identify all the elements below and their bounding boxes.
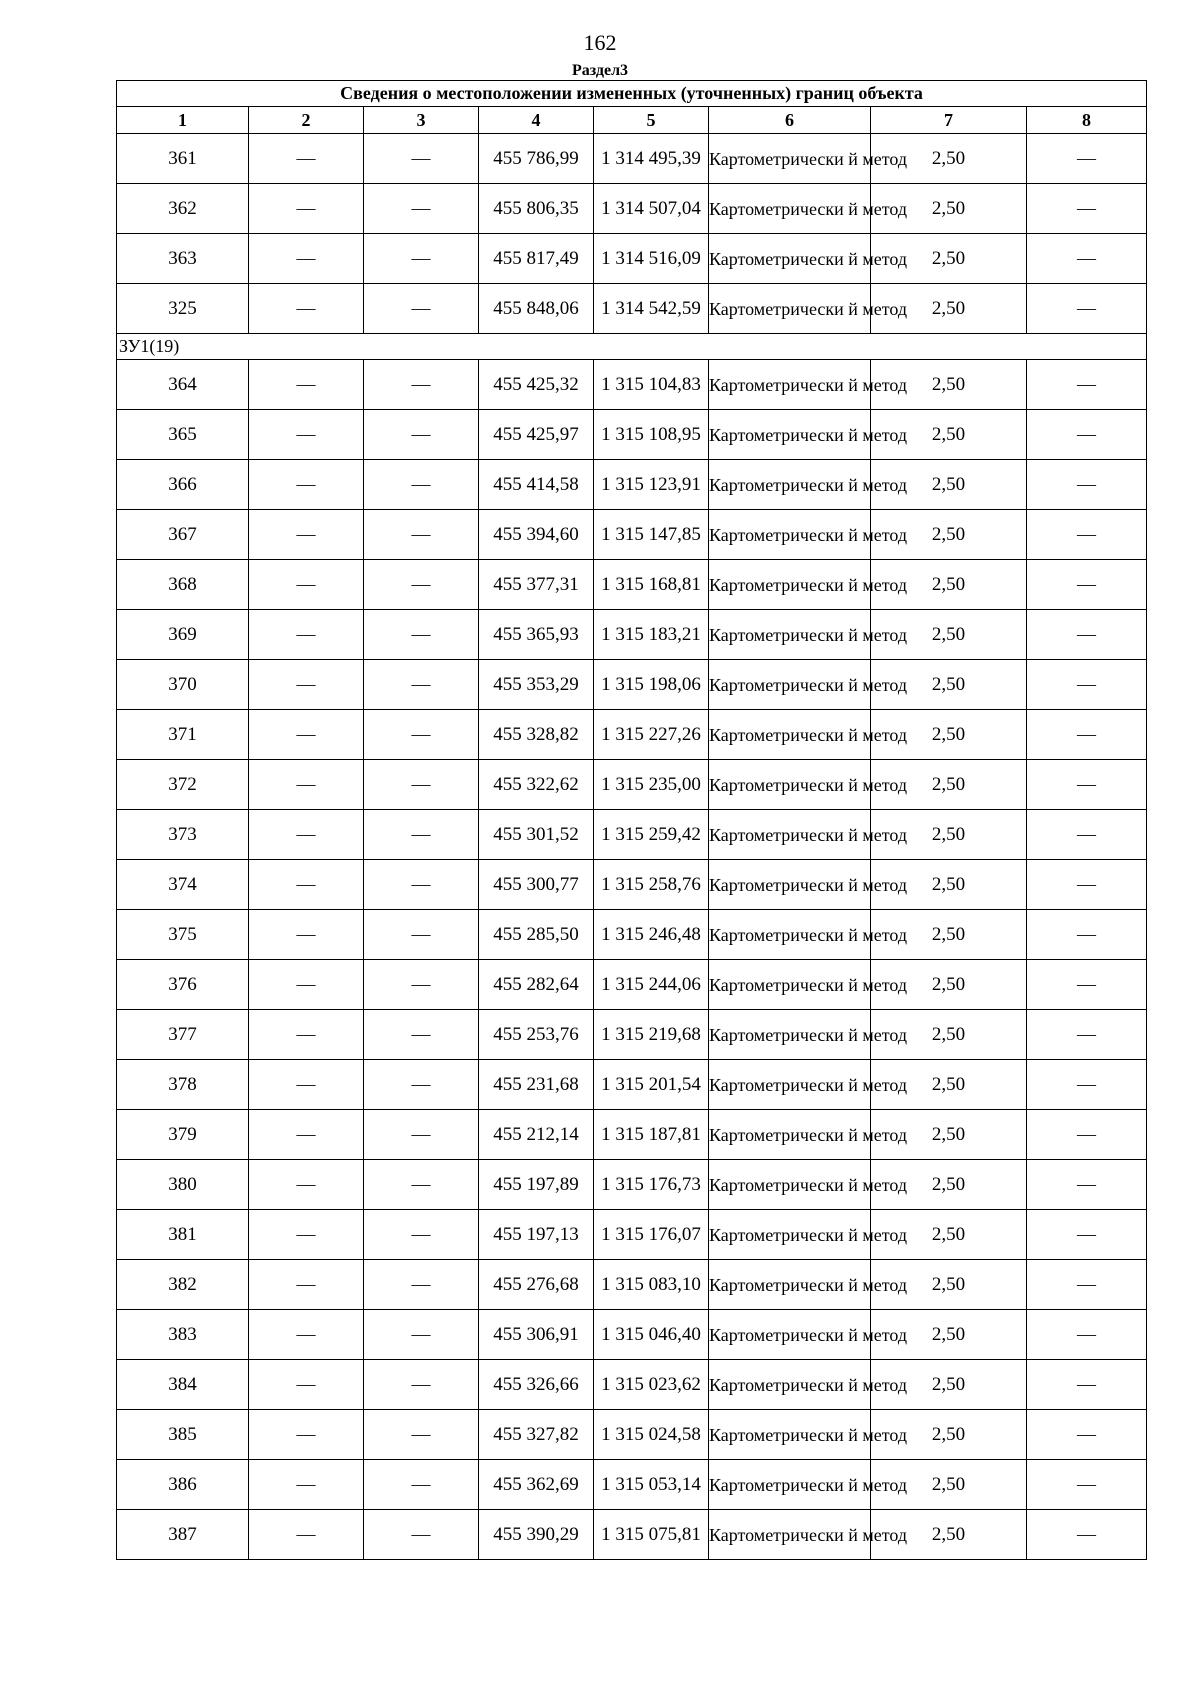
coordinate-y-cell: 1 314 516,09 [594, 234, 709, 284]
empty-dash-cell: — [1027, 1260, 1147, 1310]
coordinate-y-cell: 1 315 104,83 [594, 360, 709, 410]
coordinate-x-cell: 455 365,93 [479, 610, 594, 660]
point-number-cell: 377 [117, 1010, 249, 1060]
coordinate-y-cell: 1 315 176,73 [594, 1160, 709, 1210]
coordinate-y-cell: 1 315 246,48 [594, 910, 709, 960]
empty-dash-cell: — [364, 1310, 479, 1360]
table-row [117, 610, 1147, 660]
empty-dash-cell: — [1027, 660, 1147, 710]
empty-dash-cell: — [249, 1310, 364, 1360]
empty-dash-cell: — [249, 960, 364, 1010]
point-number-cell: 383 [117, 1310, 249, 1360]
coordinate-y-cell: 1 315 147,85 [594, 510, 709, 560]
empty-dash-cell: — [364, 360, 479, 410]
accuracy-cell: 2,50 [871, 560, 1027, 610]
coordinate-y-cell: 1 315 259,42 [594, 810, 709, 860]
coordinate-y-cell: 1 315 244,06 [594, 960, 709, 1010]
column-number-header: 1 [117, 107, 249, 134]
method-cell: Картометрически й метод [709, 1360, 871, 1410]
empty-dash-cell: — [1027, 1160, 1147, 1210]
method-cell: Картометрически й метод [709, 560, 871, 610]
empty-dash-cell: — [249, 1160, 364, 1210]
point-number-cell: 363 [117, 234, 249, 284]
empty-dash-cell: — [249, 810, 364, 860]
coordinate-x-cell: 455 414,58 [479, 460, 594, 510]
empty-dash-cell: — [364, 610, 479, 660]
table-row [117, 1110, 1147, 1160]
method-cell: Картометрически й метод [709, 1460, 871, 1510]
accuracy-cell: 2,50 [871, 860, 1027, 910]
table-row [117, 760, 1147, 810]
empty-dash-cell: — [1027, 1210, 1147, 1260]
method-cell: Картометрически й метод [709, 760, 871, 810]
accuracy-cell: 2,50 [871, 610, 1027, 660]
method-cell: Картометрически й метод [709, 284, 871, 334]
accuracy-cell: 2,50 [871, 660, 1027, 710]
empty-dash-cell: — [249, 234, 364, 284]
point-number-cell: 371 [117, 710, 249, 760]
empty-dash-cell: — [364, 560, 479, 610]
coordinate-x-cell: 455 326,66 [479, 1360, 594, 1410]
empty-dash-cell: — [1027, 134, 1147, 184]
point-number-cell: 379 [117, 1110, 249, 1160]
empty-dash-cell: — [1027, 760, 1147, 810]
table-row [117, 1460, 1147, 1510]
method-cell: Картометрически й метод [709, 710, 871, 760]
coordinate-y-cell: 1 315 227,26 [594, 710, 709, 760]
point-number-cell: 375 [117, 910, 249, 960]
table-row [117, 960, 1147, 1010]
empty-dash-cell: — [364, 810, 479, 860]
coordinate-y-cell: 1 315 176,07 [594, 1210, 709, 1260]
empty-dash-cell: — [364, 1510, 479, 1560]
empty-dash-cell: — [249, 460, 364, 510]
coordinate-y-cell: 1 314 507,04 [594, 184, 709, 234]
table-row [117, 184, 1147, 234]
method-cell: Картометрически й метод [709, 410, 871, 460]
coordinate-x-cell: 455 253,76 [479, 1010, 594, 1060]
point-number-cell: 372 [117, 760, 249, 810]
empty-dash-cell: — [1027, 284, 1147, 334]
coordinate-y-cell: 1 315 235,00 [594, 760, 709, 810]
coordinate-y-cell: 1 315 183,21 [594, 610, 709, 660]
empty-dash-cell: — [249, 510, 364, 560]
method-cell: Картометрически й метод [709, 1010, 871, 1060]
table-row [117, 710, 1147, 760]
empty-dash-cell: — [364, 760, 479, 810]
empty-dash-cell: — [364, 134, 479, 184]
table-row [117, 284, 1147, 334]
coordinate-y-cell: 1 314 542,59 [594, 284, 709, 334]
table-row [117, 660, 1147, 710]
coordinate-y-cell: 1 315 083,10 [594, 1260, 709, 1310]
method-cell: Картометрически й метод [709, 610, 871, 660]
column-number-header: 2 [249, 107, 364, 134]
table-body [117, 134, 1147, 1560]
coordinate-y-cell: 1 315 187,81 [594, 1110, 709, 1160]
empty-dash-cell: — [1027, 460, 1147, 510]
accuracy-cell: 2,50 [871, 360, 1027, 410]
method-cell: Картометрически й метод [709, 1060, 871, 1110]
empty-dash-cell: — [364, 1260, 479, 1310]
table-row [117, 134, 1147, 184]
point-number-cell: 370 [117, 660, 249, 710]
empty-dash-cell: — [364, 960, 479, 1010]
coordinate-x-cell: 455 285,50 [479, 910, 594, 960]
table-row [117, 1360, 1147, 1410]
empty-dash-cell: — [1027, 1110, 1147, 1160]
coordinate-x-cell: 455 817,49 [479, 234, 594, 284]
accuracy-cell: 2,50 [871, 960, 1027, 1010]
table-row [117, 1060, 1147, 1110]
table-row [117, 810, 1147, 860]
coordinate-y-cell: 1 315 023,62 [594, 1360, 709, 1410]
coordinate-y-cell: 1 315 198,06 [594, 660, 709, 710]
table-row [117, 460, 1147, 510]
empty-dash-cell: — [249, 1510, 364, 1560]
empty-dash-cell: — [1027, 510, 1147, 560]
empty-dash-cell: — [364, 710, 479, 760]
accuracy-cell: 2,50 [871, 460, 1027, 510]
empty-dash-cell: — [364, 1160, 479, 1210]
empty-dash-cell: — [249, 1060, 364, 1110]
empty-dash-cell: — [364, 284, 479, 334]
coordinate-x-cell: 455 848,06 [479, 284, 594, 334]
empty-dash-cell: — [364, 1460, 479, 1510]
method-cell: Картометрически й метод [709, 910, 871, 960]
point-number-cell: 381 [117, 1210, 249, 1260]
method-cell: Картометрически й метод [709, 1310, 871, 1360]
empty-dash-cell: — [1027, 610, 1147, 660]
empty-dash-cell: — [364, 1110, 479, 1160]
empty-dash-cell: — [249, 1410, 364, 1460]
point-number-cell: 368 [117, 560, 249, 610]
accuracy-cell: 2,50 [871, 1260, 1027, 1310]
empty-dash-cell: — [1027, 1060, 1147, 1110]
point-number-cell: 385 [117, 1410, 249, 1460]
method-cell: Картометрически й метод [709, 1260, 871, 1310]
empty-dash-cell: — [249, 1360, 364, 1410]
point-number-cell: 378 [117, 1060, 249, 1110]
accuracy-cell: 2,50 [871, 1210, 1027, 1260]
table-row [117, 360, 1147, 410]
coordinate-y-cell: 1 314 495,39 [594, 134, 709, 184]
method-cell: Картометрически й метод [709, 184, 871, 234]
column-number-row [117, 107, 1147, 134]
section-label: Раздел3 [571, 62, 629, 79]
empty-dash-cell: — [364, 184, 479, 234]
empty-dash-cell: — [364, 860, 479, 910]
method-cell: Картометрически й метод [709, 960, 871, 1010]
accuracy-cell: 2,50 [871, 760, 1027, 810]
empty-dash-cell: — [249, 1210, 364, 1260]
point-number-cell: 384 [117, 1360, 249, 1410]
empty-dash-cell: — [249, 1460, 364, 1510]
accuracy-cell: 2,50 [871, 1060, 1027, 1110]
table-row [117, 1010, 1147, 1060]
empty-dash-cell: — [1027, 1510, 1147, 1560]
column-number-header: 7 [871, 107, 1027, 134]
empty-dash-cell: — [249, 1010, 364, 1060]
point-number-cell: 386 [117, 1460, 249, 1510]
empty-dash-cell: — [1027, 1460, 1147, 1510]
coordinate-x-cell: 455 231,68 [479, 1060, 594, 1110]
accuracy-cell: 2,50 [871, 184, 1027, 234]
point-number-cell: 364 [117, 360, 249, 410]
coordinates-table [116, 80, 1147, 1560]
empty-dash-cell: — [249, 660, 364, 710]
empty-dash-cell: — [1027, 860, 1147, 910]
empty-dash-cell: — [249, 610, 364, 660]
coordinate-x-cell: 455 282,64 [479, 960, 594, 1010]
accuracy-cell: 2,50 [871, 1010, 1027, 1060]
column-number-header: 4 [479, 107, 594, 134]
empty-dash-cell: — [1027, 1360, 1147, 1410]
empty-dash-cell: — [1027, 360, 1147, 410]
table-caption: Сведения о местоположении измененных (уточненных) границ объекта [117, 81, 1147, 107]
empty-dash-cell: — [364, 1060, 479, 1110]
point-number-cell: 373 [117, 810, 249, 860]
table-row [117, 910, 1147, 960]
method-cell: Картометрически й метод [709, 1210, 871, 1260]
empty-dash-cell: — [249, 1260, 364, 1310]
empty-dash-cell: — [249, 560, 364, 610]
coordinate-x-cell: 455 394,60 [479, 510, 594, 560]
coordinate-y-cell: 1 315 168,81 [594, 560, 709, 610]
point-number-cell: 374 [117, 860, 249, 910]
accuracy-cell: 2,50 [871, 1360, 1027, 1410]
accuracy-cell: 2,50 [871, 1410, 1027, 1460]
coordinate-y-cell: 1 315 046,40 [594, 1310, 709, 1360]
empty-dash-cell: — [364, 460, 479, 510]
empty-dash-cell: — [249, 410, 364, 460]
coordinate-x-cell: 455 306,91 [479, 1310, 594, 1360]
empty-dash-cell: — [249, 184, 364, 234]
empty-dash-cell: — [364, 410, 479, 460]
empty-dash-cell: — [364, 1210, 479, 1260]
column-number-header: 8 [1027, 107, 1147, 134]
empty-dash-cell: — [249, 360, 364, 410]
coordinate-y-cell: 1 315 108,95 [594, 410, 709, 460]
column-number-header: 6 [709, 107, 871, 134]
accuracy-cell: 2,50 [871, 284, 1027, 334]
accuracy-cell: 2,50 [871, 710, 1027, 760]
coordinate-y-cell: 1 315 075,81 [594, 1510, 709, 1560]
accuracy-cell: 2,50 [871, 1310, 1027, 1360]
table-row [117, 1410, 1147, 1460]
table-row [117, 560, 1147, 610]
empty-dash-cell: — [249, 1110, 364, 1160]
coordinate-x-cell: 455 390,29 [479, 1510, 594, 1560]
empty-dash-cell: — [1027, 410, 1147, 460]
point-number-cell: 325 [117, 284, 249, 334]
table-row [117, 510, 1147, 560]
coordinate-x-cell: 455 328,82 [479, 710, 594, 760]
point-number-cell: 361 [117, 134, 249, 184]
empty-dash-cell: — [1027, 1410, 1147, 1460]
empty-dash-cell: — [364, 660, 479, 710]
group-row [117, 334, 1147, 360]
empty-dash-cell: — [1027, 960, 1147, 1010]
empty-dash-cell: — [1027, 184, 1147, 234]
accuracy-cell: 2,50 [871, 910, 1027, 960]
accuracy-cell: 2,50 [871, 234, 1027, 284]
coordinate-x-cell: 455 353,29 [479, 660, 594, 710]
coordinate-x-cell: 455 327,82 [479, 1410, 594, 1460]
accuracy-cell: 2,50 [871, 1110, 1027, 1160]
coordinate-x-cell: 455 786,99 [479, 134, 594, 184]
table-row [117, 1210, 1147, 1260]
method-cell: Картометрически й метод [709, 1110, 871, 1160]
coordinate-x-cell: 455 806,35 [479, 184, 594, 234]
empty-dash-cell: — [1027, 910, 1147, 960]
coordinate-y-cell: 1 315 219,68 [594, 1010, 709, 1060]
empty-dash-cell: — [249, 284, 364, 334]
method-cell: Картометрически й метод [709, 860, 871, 910]
accuracy-cell: 2,50 [871, 1510, 1027, 1560]
coordinate-x-cell: 455 301,52 [479, 810, 594, 860]
method-cell: Картометрически й метод [709, 134, 871, 184]
empty-dash-cell: — [1027, 560, 1147, 610]
empty-dash-cell: — [1027, 234, 1147, 284]
coordinate-y-cell: 1 315 053,14 [594, 1460, 709, 1510]
empty-dash-cell: — [249, 760, 364, 810]
column-number-header: 3 [364, 107, 479, 134]
point-number-cell: 367 [117, 510, 249, 560]
method-cell: Картометрически й метод [709, 1410, 871, 1460]
table-row [117, 234, 1147, 284]
point-number-cell: 376 [117, 960, 249, 1010]
method-cell: Картометрически й метод [709, 460, 871, 510]
empty-dash-cell: — [1027, 1310, 1147, 1360]
coordinate-x-cell: 455 212,14 [479, 1110, 594, 1160]
point-number-cell: 380 [117, 1160, 249, 1210]
empty-dash-cell: — [364, 1360, 479, 1410]
method-cell: Картометрически й метод [709, 360, 871, 410]
coordinate-x-cell: 455 322,62 [479, 760, 594, 810]
accuracy-cell: 2,50 [871, 810, 1027, 860]
table-row [117, 1510, 1147, 1560]
table-row [117, 1160, 1147, 1210]
accuracy-cell: 2,50 [871, 410, 1027, 460]
empty-dash-cell: — [364, 1410, 479, 1460]
point-number-cell: 365 [117, 410, 249, 460]
method-cell: Картометрически й метод [709, 234, 871, 284]
table-row [117, 860, 1147, 910]
coordinate-y-cell: 1 315 024,58 [594, 1410, 709, 1460]
method-cell: Картометрически й метод [709, 810, 871, 860]
table-row [117, 1310, 1147, 1360]
coordinate-x-cell: 455 362,69 [479, 1460, 594, 1510]
accuracy-cell: 2,50 [871, 134, 1027, 184]
coordinate-x-cell: 455 276,68 [479, 1260, 594, 1310]
empty-dash-cell: — [1027, 1010, 1147, 1060]
group-label: ЗУ1(19) [117, 334, 1147, 360]
coordinate-x-cell: 455 197,89 [479, 1160, 594, 1210]
method-cell: Картометрически й метод [709, 660, 871, 710]
method-cell: Картометрически й метод [709, 510, 871, 560]
accuracy-cell: 2,50 [871, 510, 1027, 560]
column-number-header: 5 [594, 107, 709, 134]
coordinate-y-cell: 1 315 201,54 [594, 1060, 709, 1110]
coordinate-y-cell: 1 315 258,76 [594, 860, 709, 910]
coordinate-x-cell: 455 425,97 [479, 410, 594, 460]
page-number: 162 [583, 30, 617, 55]
table-row [117, 1260, 1147, 1310]
method-cell: Картометрически й метод [709, 1510, 871, 1560]
point-number-cell: 382 [117, 1260, 249, 1310]
coordinate-y-cell: 1 315 123,91 [594, 460, 709, 510]
empty-dash-cell: — [249, 910, 364, 960]
empty-dash-cell: — [249, 860, 364, 910]
coordinate-x-cell: 455 377,31 [479, 560, 594, 610]
coordinate-x-cell: 455 197,13 [479, 1210, 594, 1260]
coordinate-x-cell: 455 300,77 [479, 860, 594, 910]
empty-dash-cell: — [249, 710, 364, 760]
table-caption-row [117, 81, 1147, 107]
point-number-cell: 387 [117, 1510, 249, 1560]
accuracy-cell: 2,50 [871, 1460, 1027, 1510]
empty-dash-cell: — [1027, 710, 1147, 760]
empty-dash-cell: — [364, 1010, 479, 1060]
empty-dash-cell: — [364, 910, 479, 960]
empty-dash-cell: — [364, 234, 479, 284]
empty-dash-cell: — [1027, 810, 1147, 860]
accuracy-cell: 2,50 [871, 1160, 1027, 1210]
empty-dash-cell: — [249, 134, 364, 184]
coordinate-x-cell: 455 425,32 [479, 360, 594, 410]
table-row [117, 410, 1147, 460]
point-number-cell: 369 [117, 610, 249, 660]
point-number-cell: 362 [117, 184, 249, 234]
point-number-cell: 366 [117, 460, 249, 510]
empty-dash-cell: — [364, 510, 479, 560]
method-cell: Картометрически й метод [709, 1160, 871, 1210]
